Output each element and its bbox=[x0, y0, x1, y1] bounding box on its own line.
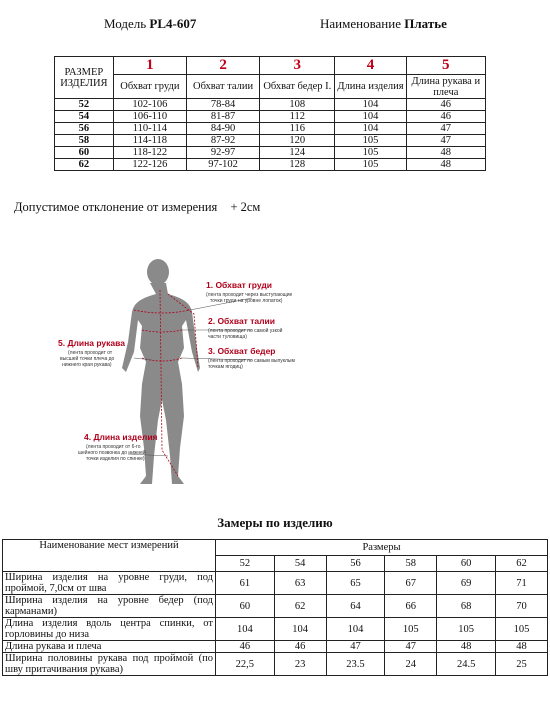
value-cell: 46 bbox=[406, 99, 485, 111]
value-cell: 47 bbox=[406, 135, 485, 147]
value-cell: 61 bbox=[216, 572, 275, 595]
annotation-title: 5. Длина рукава bbox=[58, 338, 125, 348]
value-cell: 48 bbox=[495, 641, 547, 653]
model-value: PL4-607 bbox=[149, 16, 197, 31]
size-table-corner: РАЗМЕР ИЗДЕЛИЯ bbox=[55, 57, 114, 99]
value-cell: 63 bbox=[274, 572, 326, 595]
measurement-figure bbox=[50, 250, 350, 490]
annotation-title: 4. Длина изделия bbox=[84, 432, 158, 442]
table-row bbox=[3, 572, 548, 595]
value-cell: 70 bbox=[495, 595, 547, 618]
table-row bbox=[55, 147, 486, 159]
measure-label: Длина изделия вдоль центра спинки, от горловины до низа bbox=[3, 618, 216, 641]
value-cell: 105 bbox=[437, 618, 496, 641]
size-table-label-row bbox=[55, 75, 486, 99]
value-cell: 71 bbox=[495, 572, 547, 595]
value-cell: 48 bbox=[406, 147, 485, 159]
table-row bbox=[55, 111, 486, 123]
size-header-cell: 54 bbox=[274, 556, 326, 572]
value-cell: 47 bbox=[326, 641, 385, 653]
table-row bbox=[3, 618, 548, 641]
value-cell: 114-118 bbox=[113, 135, 186, 147]
measure-label: Ширина изделия на уровне бедер (под карманами) bbox=[3, 595, 216, 618]
column-number: 4 bbox=[335, 57, 406, 75]
column-label: Обхват талии bbox=[186, 75, 259, 99]
value-cell: 104 bbox=[216, 618, 275, 641]
value-cell: 69 bbox=[437, 572, 496, 595]
value-cell: 81-87 bbox=[186, 111, 259, 123]
annotation-note: (лента проходит от bbox=[68, 350, 113, 356]
value-cell: 46 bbox=[274, 641, 326, 653]
annotation-title: 3. Обхват бедер bbox=[208, 346, 276, 356]
garment-table bbox=[2, 539, 548, 676]
value-cell: 87-92 bbox=[186, 135, 259, 147]
model-line bbox=[104, 16, 196, 32]
garment-table-header bbox=[3, 540, 548, 556]
value-cell: 67 bbox=[385, 572, 437, 595]
value-cell: 65 bbox=[326, 572, 385, 595]
value-cell: 128 bbox=[260, 159, 335, 171]
value-cell: 105 bbox=[335, 147, 406, 159]
table-row bbox=[55, 99, 486, 111]
sizes-header: Размеры bbox=[216, 540, 548, 556]
annotation-note: точкам ягодиц) bbox=[208, 364, 243, 370]
size-cell: 56 bbox=[55, 123, 114, 135]
table-row bbox=[55, 123, 486, 135]
value-cell: 105 bbox=[335, 159, 406, 171]
measure-label: Ширина изделия на уровне груди, под проймой, 7,0см от шва bbox=[3, 572, 216, 595]
name-header: Наименование мест измерений bbox=[3, 540, 216, 572]
value-cell: 104 bbox=[335, 99, 406, 111]
product-name-line bbox=[320, 16, 447, 32]
size-table-num-row bbox=[55, 57, 486, 75]
value-cell: 22,5 bbox=[216, 653, 275, 676]
value-cell: 105 bbox=[495, 618, 547, 641]
size-cell: 54 bbox=[55, 111, 114, 123]
size-header-cell: 58 bbox=[385, 556, 437, 572]
table-row bbox=[3, 641, 548, 653]
product-name-value: Платье bbox=[404, 16, 447, 31]
product-name-label: Наименование bbox=[320, 16, 401, 31]
size-header-cell: 60 bbox=[437, 556, 496, 572]
annotation-note: (лента проходит от 6-го bbox=[86, 444, 141, 450]
annotation-note: (лента проходит по самым выпуклым bbox=[208, 358, 295, 364]
value-cell: 112 bbox=[260, 111, 335, 123]
annotation-note: точки изделия по спинке) bbox=[86, 456, 145, 462]
value-cell: 120 bbox=[260, 135, 335, 147]
table-row bbox=[55, 159, 486, 171]
value-cell: 25 bbox=[495, 653, 547, 676]
value-cell: 46 bbox=[406, 111, 485, 123]
column-number: 2 bbox=[186, 57, 259, 75]
annotation-title: 2. Обхват талии bbox=[208, 316, 275, 326]
column-number: 5 bbox=[406, 57, 485, 75]
size-table bbox=[54, 56, 486, 171]
value-cell: 124 bbox=[260, 147, 335, 159]
size-cell: 58 bbox=[55, 135, 114, 147]
measure-label: Ширина половины рукава под проймой (по шву притачивания рукава) bbox=[3, 653, 216, 676]
value-cell: 108 bbox=[260, 99, 335, 111]
column-label: Обхват бедер I. bbox=[260, 75, 335, 99]
value-cell: 66 bbox=[385, 595, 437, 618]
value-cell: 47 bbox=[385, 641, 437, 653]
model-label: Модель bbox=[104, 16, 147, 31]
value-cell: 105 bbox=[385, 618, 437, 641]
annotation-note: нижнего края рукава) bbox=[62, 362, 112, 368]
size-header-cell: 62 bbox=[495, 556, 547, 572]
tolerance-text: Допустимое отклонение от измерения bbox=[14, 200, 218, 214]
annotation-note: точки груди на уровне лопаток) bbox=[210, 298, 283, 304]
value-cell: 46 bbox=[216, 641, 275, 653]
size-cell: 62 bbox=[55, 159, 114, 171]
value-cell: 102-106 bbox=[113, 99, 186, 111]
value-cell: 116 bbox=[260, 123, 335, 135]
column-label: Длина изделия bbox=[335, 75, 406, 99]
value-cell: 62 bbox=[274, 595, 326, 618]
table-row bbox=[55, 135, 486, 147]
value-cell: 47 bbox=[406, 123, 485, 135]
value-cell: 23 bbox=[274, 653, 326, 676]
size-header-cell: 56 bbox=[326, 556, 385, 572]
size-cell: 52 bbox=[55, 99, 114, 111]
value-cell: 106-110 bbox=[113, 111, 186, 123]
value-cell: 68 bbox=[437, 595, 496, 618]
value-cell: 92-97 bbox=[186, 147, 259, 159]
value-cell: 104 bbox=[335, 111, 406, 123]
annotation-note: (лента проходит по самой узкой bbox=[208, 328, 283, 334]
table-row bbox=[3, 653, 548, 676]
tolerance-note bbox=[14, 200, 260, 215]
column-number: 1 bbox=[113, 57, 186, 75]
value-cell: 78-84 bbox=[186, 99, 259, 111]
value-cell: 48 bbox=[437, 641, 496, 653]
value-cell: 84-90 bbox=[186, 123, 259, 135]
column-label: Обхват груди bbox=[113, 75, 186, 99]
value-cell: 118-122 bbox=[113, 147, 186, 159]
value-cell: 122-126 bbox=[113, 159, 186, 171]
value-cell: 48 bbox=[406, 159, 485, 171]
size-cell: 60 bbox=[55, 147, 114, 159]
annotation-title: 1. Обхват груди bbox=[206, 280, 272, 290]
value-cell: 64 bbox=[326, 595, 385, 618]
tolerance-value: + 2см bbox=[230, 200, 261, 214]
measure-label: Длина рукава и плеча bbox=[3, 641, 216, 653]
garment-table-title: Замеры по изделию bbox=[217, 515, 333, 530]
value-cell: 60 bbox=[216, 595, 275, 618]
annotation-note: (лента проходит через выступающие bbox=[206, 292, 293, 298]
value-cell: 97-102 bbox=[186, 159, 259, 171]
value-cell: 104 bbox=[326, 618, 385, 641]
annotation-note: высшей точки плеча до bbox=[60, 356, 115, 362]
column-number: 3 bbox=[260, 57, 335, 75]
value-cell: 104 bbox=[335, 123, 406, 135]
value-cell: 24 bbox=[385, 653, 437, 676]
size-header-cell: 52 bbox=[216, 556, 275, 572]
column-label: Длина рукава и плеча bbox=[406, 75, 485, 99]
value-cell: 104 bbox=[274, 618, 326, 641]
value-cell: 23.5 bbox=[326, 653, 385, 676]
table-row bbox=[3, 595, 548, 618]
value-cell: 105 bbox=[335, 135, 406, 147]
annotation-note: шейного позвонка до нижней bbox=[78, 450, 146, 456]
annotation-note: части туловища) bbox=[208, 334, 247, 340]
value-cell: 24.5 bbox=[437, 653, 496, 676]
value-cell: 110-114 bbox=[113, 123, 186, 135]
